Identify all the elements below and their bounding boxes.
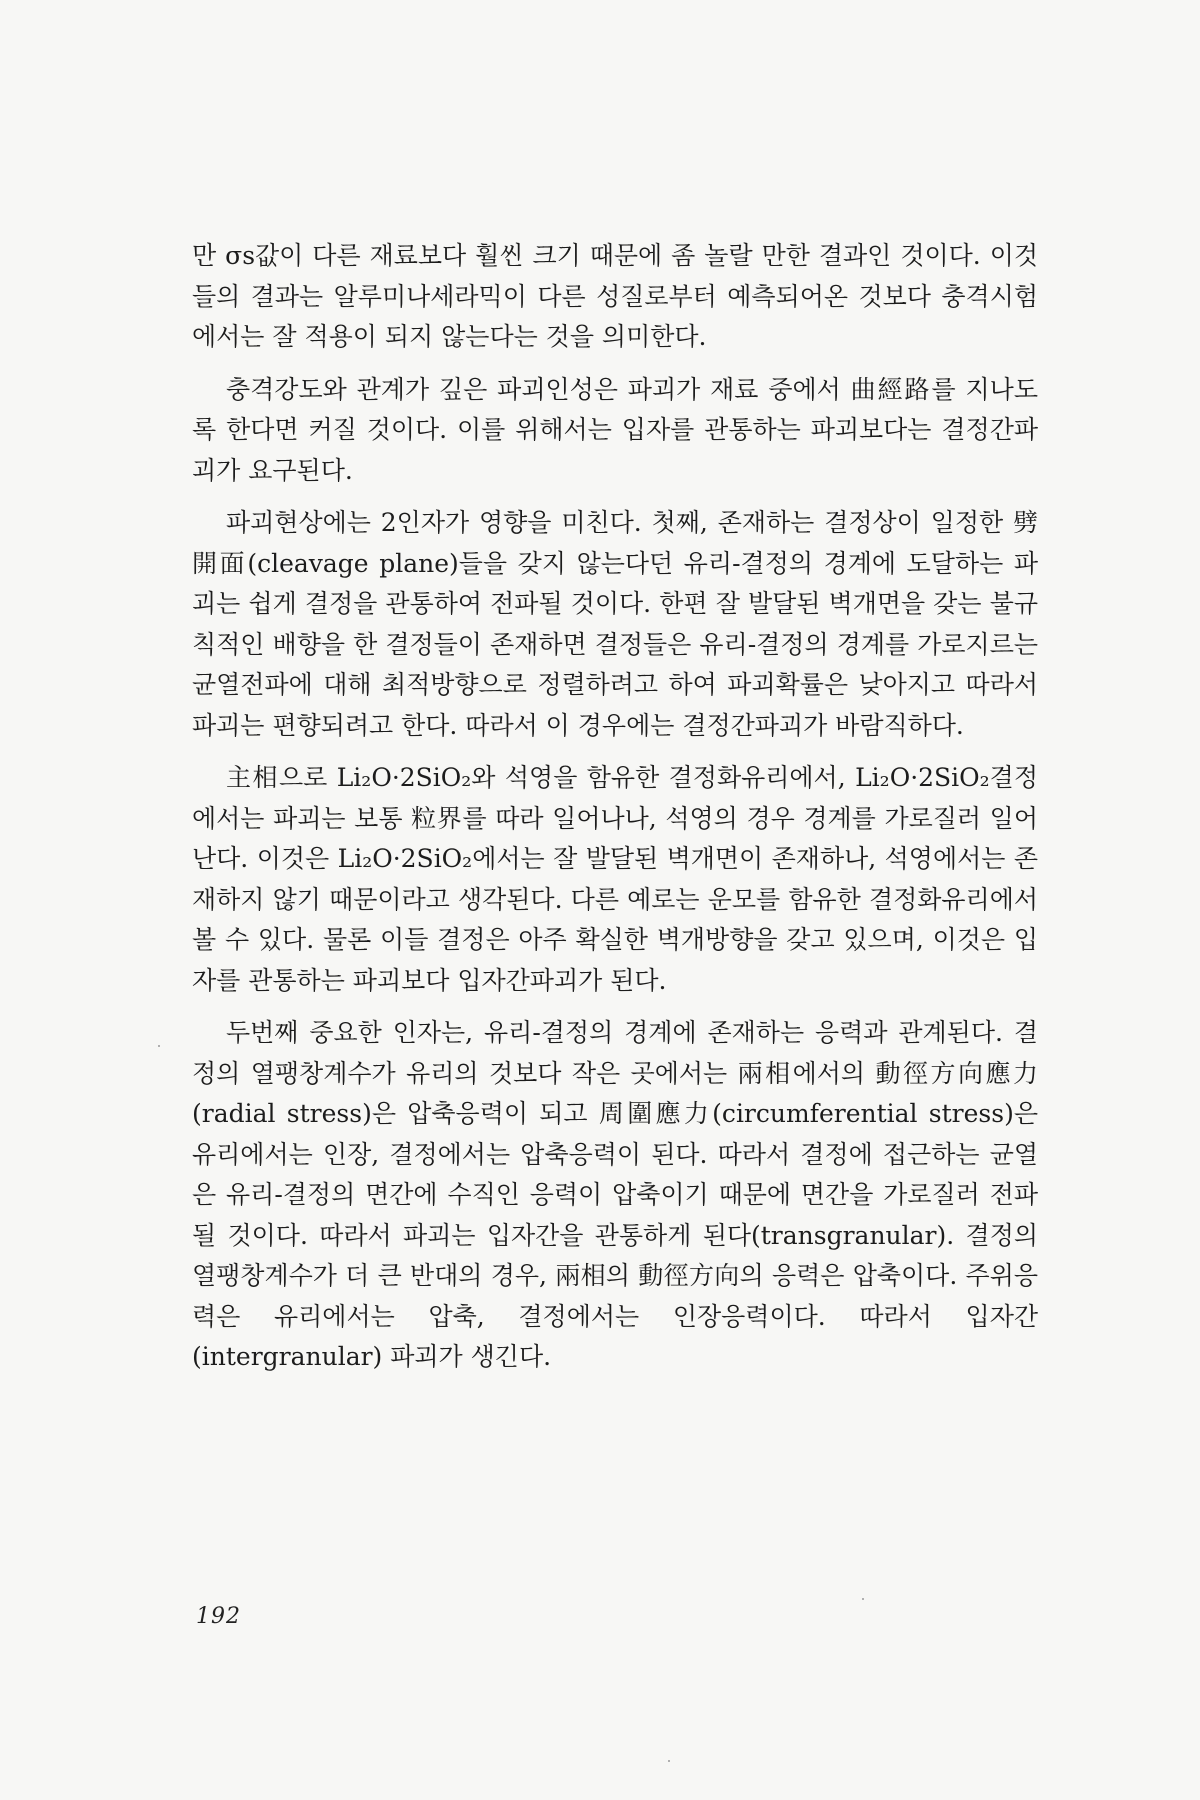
body-text <box>192 236 1038 1390</box>
scan-speck <box>668 1760 670 1762</box>
paragraph-4: 主相으로 Li₂O·2SiO₂와 석영을 함유한 결정화유리에서, Li₂O·2SiO₂결정에서는 파괴는 보통 粒界를 따라 일어나나, 석영의 경우 경계를 가로질러 일어난다. 이것은 Li₂O·2SiO₂에서는 잘 발달된 벽개면이 존재하나, 석영에서는 존재하지 않기 때문이라고 생각된다. 다른 예로는 운모를 함유한 결정화유리에서 볼 수 있다. 물론 이들 결정은 아주 확실한 벽개방향을 갖고 있으며, 이것은 입자를 관통하는 파괴보다 입자간파괴가 된다. <box>192 763 1038 995</box>
scan-speck <box>862 1598 864 1600</box>
page-number: 192 <box>196 1604 241 1629</box>
paragraph-2: 충격강도와 관계가 깊은 파괴인성은 파괴가 재료 중에서 曲經路를 지나도록 한다면 커질 것이다. 이를 위해서는 입자를 관통하는 파괴보다는 결정간파괴가 요구된다. <box>192 374 1038 485</box>
scan-speck <box>158 1045 160 1047</box>
paragraph-1: 만 σs값이 다른 재료보다 훨씬 크기 때문에 좀 놀랄 만한 결과인 것이다. 이것들의 결과는 알루미나세라믹이 다른 성질로부터 예측되어온 것보다 충격시험에서는 잘 적용이 되지 않는다는 것을 의미한다. <box>192 241 1038 351</box>
paragraph-5: 두번째 중요한 인자는, 유리-결정의 경계에 존재하는 응력과 관계된다. 결정의 열팽창계수가 유리의 것보다 작은 곳에서는 兩相에서의 動徑方向應力(radial stress)은 압축응력이 되고 周圍應力(circumferential stress)은 유리에서는 인장, 결정에서는 압축응력이 된다. 따라서 결정에 접근하는 균열은 유리-결정의 면간에 수직인 응력이 압축이기 때문에 면간을 가로질러 전파될 것이다. 따라서 파괴는 입자간을 관통하게 된다(transgranular). 결정의 열팽창계수가 더 큰 반대의 경우, 兩相의 動徑方向의 응력은 압축이다. 주위응력은 유리에서는 압축, 결정에서는 인장응력이다. 따라서 입자간(intergranular) 파괴가 생긴다. <box>192 1018 1038 1371</box>
paragraph-3: 파괴현상에는 2인자가 영향을 미친다. 첫째, 존재하는 결정상이 일정한 劈開面(cleavage plane)들을 갖지 않는다던 유리-결정의 경계에 도달하는 파괴는 쉽게 결정을 관통하여 전파될 것이다. 한편 잘 발달된 벽개면을 갖는 불규칙적인 배향을 한 결정들이 존재하면 결정들은 유리-결정의 경계를 가로지르는 균열전파에 대해 최적방향으로 정렬하려고 하여 파괴확률은 낮아지고 따라서 파괴는 편향되려고 한다. 따라서 이 경우에는 결정간파괴가 바람직하다. <box>192 508 1038 740</box>
